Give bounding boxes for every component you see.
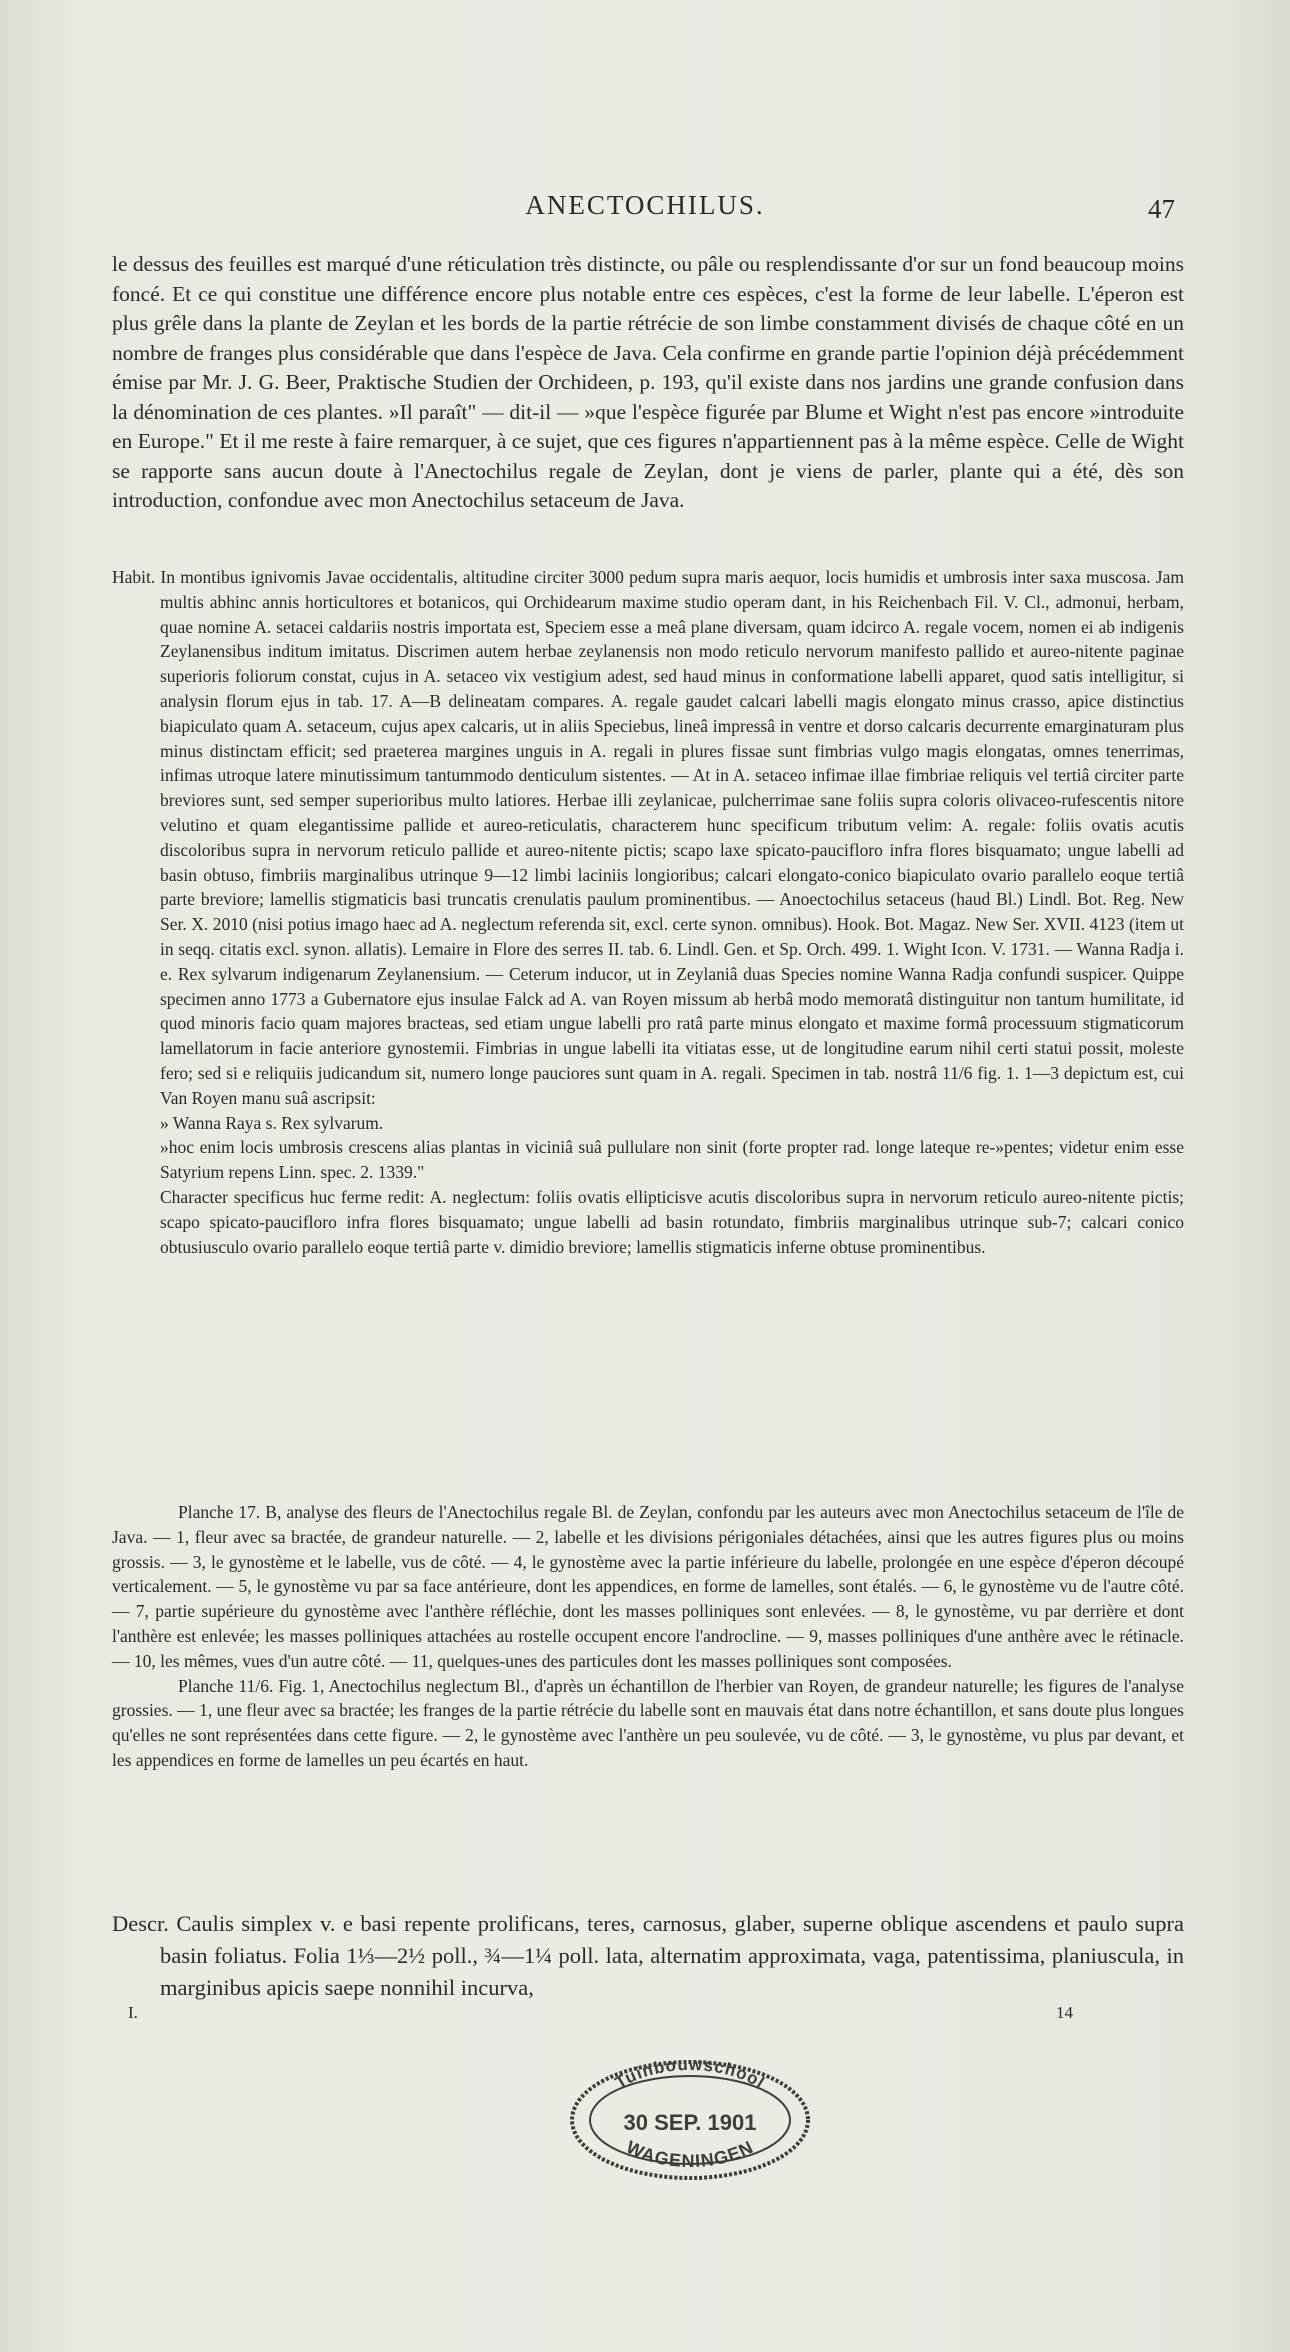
page-header <box>0 190 1290 230</box>
stamp-bottom-text: WAGENINGEN <box>623 2136 757 2171</box>
main-paragraph: le dessus des feuilles est marqué d'une réticulation très distincte, ou pâle ou resplendissante d'or sur un fond beaucoup moins foncé. Et ce qui constitue une différence encore plus notable entre ces espèces, c'est la forme de leur labelle. L'éperon est plus grêle dans la plante de Zeylan et les bords de la partie rétrécie de son limbe constamment divisés de chaque côté en un nombre de franges plus considérable que dans l'espèce de Java. Cela confirme en grande partie l'opinion déjà précédemment émise par Mr. J. G. Beer, Praktische Studien der Orchideen, p. 193, qu'il existe dans nos jardins une grande confusion dans la dénomination de ces plantes. »Il paraît" — dit-il — »que l'espèce figurée par Blume et Wight n'est pas encore »introduite en Europe." Et il me reste à faire remarquer, à ce sujet, que ces figures n'appartiennent pas à la même espèce. Celle de Wight se rapporte sans aucun doute à l'Anectochilus regale de Zeylan, dont je viens de parler, plante qui a été, dès son introduction, confondue avec mon Anectochilus setaceum de Java. <box>112 252 1184 512</box>
character-paragraph: Character specificus huc ferme redit: A. neglectum: foliis ovatis ellipticisve acutis discoloribus supra in nervorum reticulo aureo-nitente pictis; scapo spicato-paucifloro infra flores bisquamato; ungue labelli ad basin rotundato, fimbriis marginalibus utrinque sub-7; calcari conico obtusiusculo ovario parallelo eoque tertiâ parte v. dimidio breviore; lamellis stigmaticis inferne obtuse prominentibus. <box>160 1186 1184 1257</box>
planche-17-paragraph: Planche 17. B, analyse des fleurs de l'Anectochilus regale Bl. de Zeylan, confondu par les auteurs avec mon Anectochilus setaceum de l'île de Java. — 1, fleur avec sa bractée, de grandeur naturelle. — 2, labelle et les divisions périgoniales détachées, ainsi que les autres figures plus ou moins grossis. — 3, le gynostème et le labelle, vus de côté. — 4, le gynostème avec la partie inférieure du labelle, prolongée en une espèce d'éperon découpé verticalement. — 5, le gynostème vu par sa face antérieure, dont les appendices, en forme de lamelles, sont étalés. — 6, le gynostème vu de l'autre côté. — 7, partie supérieure du gynostème avec l'anthère réfléchie, dont les masses polliniques sont enlevées. — 8, le gynostème, vu par derrière et dont l'anthère est enlevée; les masses polliniques attachées au rostelle occupent encore l'androcline. — 9, masses polliniques d'une anthère avec le rétinacle. — 10, les mêmes, vues d'un autre côté. — 11, quelques-unes des particules dont les masses polliniques sont composées. <box>112 1502 1184 1671</box>
stamp-top-text: Tuinbouwschool <box>611 2054 769 2093</box>
plates-section <box>112 1500 1184 1773</box>
stamp-graphic <box>560 2050 820 2180</box>
signature-mark: I. <box>128 2003 138 2022</box>
sheet-number: 14 <box>1056 2003 1073 2022</box>
stamp-date: 30 SEP. 1901 <box>623 2110 757 2135</box>
page-number: 47 <box>1148 194 1175 224</box>
habitat-section <box>112 565 1184 1259</box>
quote-line-1: » Wanna Raya s. Rex sylvarum. <box>160 1112 384 1133</box>
main-text-block <box>112 250 1184 516</box>
description-paragraph: Descr. Caulis simplex v. e basi repente prolificans, teres, carnosus, glaber, superne oblique ascendens et paulo supra basin foliatus. Folia 1⅓—2½ poll., ¾—1¼ poll. lata, alternatim approximata, vaga, patentissima, planiuscula, in marginibus apicis saepe nonnihil incurva, <box>112 1911 1184 2000</box>
running-title: ANECTOCHILUS. <box>525 190 765 220</box>
habitat-paragraph: Habit. In montibus ignivomis Javae occidentalis, altitudine circiter 3000 pedum supra maris aequor, locis humidis et umbrosis inter saxa muscosa. Jam multis abhinc annis horticultores et botanicos, qui Orchidearum maxime studio operam dant, in his Reichenbach Fil. V. Cl., admonui, herbam, quae nomine A. setacei caldariis nostris importata est, Speciem esse a meâ plane diversam, quam idcirco A. regale vocem, nomen ei ab indigenis Zeylanensibus inditum imitatus. Discrimen autem herbae zeylanensis non modo reticulo nervorum manifesto pallido et aureo-nitente paginae superioris foliorum constat, cujus in A. setaceo vix vestigium adest, sed haud minus in conformatione labelli apparet, quod satis intelligitur, si analysin florum ejus in tab. 17. A—B delineatam compares. A. regale gaudet calcari labelli magis elongato minus crasso, apice distinctius biapiculato quam A. setaceum, cujus apex calcaris, ut in aliis Speciebus, lineâ impressâ in ventre et dorso calcaris decurrente emarginaturam plus minus distinctam efficit; sed praeterea margines unguis in A. regali in plures fissae sunt fimbrias vulgo magis elongatas, omnes tenerrimas, infimas utroque latere minutissimum tantummodo denticulum sistentes. — At in A. setaceo infimae illae fimbriae reliquis vel tertiâ circiter parte breviores sunt, sed semper superioribus multo latiores. Herbae illi zeylanicae, pulcherrimae sane foliis supra coloris olivaceo-rufescentis nitore velutino et quam elegantissime pallide et aureo-reticulatis, characterem hunc specificum tributum velim: A. regale: foliis ovatis acutis discoloribus supra in nervorum reticulo pallide et aureo-nitente pictis; scapo laxe spicato-paucifloro infra flores bisquamato; ungue labelli ad basin obtuso, fimbriis marginalibus utrinque 9—12 limbi laciniis longioribus; calcari elongato-conico biapiculato ovario parallelo eoque tertiâ parte breviore; lamellis stigmaticis basi truncatis crenulatis paulum prominentibus. — Anoectochilus setaceus (haud Bl.) Lindl. Bot. Reg. New Ser. X. 2010 (nisi potius imago haec ad A. neglectum referenda sit, excl. certe synon. omnibus). Hook. Bot. Magaz. New Ser. XVII. 4123 (item ut in seqq. citatis excl. synon. allatis). Lemaire in Flore des serres II. tab. 6. Lindl. Gen. et Sp. Orch. 499. 1. Wight Icon. V. 1731. — Wanna Radja i. e. Rex sylvarum indigenarum Zeylanensium. — Ceterum inducor, ut in Zeylaniâ duas Species nomine Wanna Radja confundi suspicer. Quippe specimen anno 1773 a Gubernatore ejus insulae Falck ad A. van Royen missum ab herbâ modo memoratâ distinguitur non tantum humilitate, id quod minoris facio quam majores bracteas, sed etiam ungue labelli pro ratâ parte minus elongato et maxime formâ processuum stigmaticorum lamellatorum in facie anteriore gynostemii. Fimbrias in ungue labelli ita vitiatas esse, ut de longitudine earum nihil certi statui possit, moleste fero; sed si e reliquiis judicandum sit, numero longe pauciores sunt quam in A. regali. Specimen in tab. nostrâ 11/6 fig. 1. 1—3 depictum est, cui Van Royen manu suâ ascripsit: <box>112 567 1184 1108</box>
planche-11-paragraph: Planche 11/6. Fig. 1, Anectochilus neglectum Bl., d'après un échantillon de l'herbier van Royen, de grandeur naturelle; les figures de l'analyse grossies. — 1, une fleur avec sa bractée; les franges de la partie rétrécie du labelle sont en mauvais état dans notre échantillon, et sans doute plus longues qu'elles ne sont représentées dans cette figure. — 2, le gynostème avec l'anthère un peu soulevée, vu de côté. — 3, le gynostème, vu plus par devant, et les appendices en forme de lamelles un peu écartés en haut. <box>112 1675 1184 1770</box>
library-stamp <box>560 2050 820 2180</box>
quote-line-2: »hoc enim locis umbrosis crescens alias plantas in viciniâ suâ pullulare non sinit (forte propter rad. longe lateque re-»pentes; videtur enim esse Satyrium repens Linn. spec. 2. 1339." <box>160 1137 1184 1183</box>
description-section <box>112 1908 1184 2004</box>
